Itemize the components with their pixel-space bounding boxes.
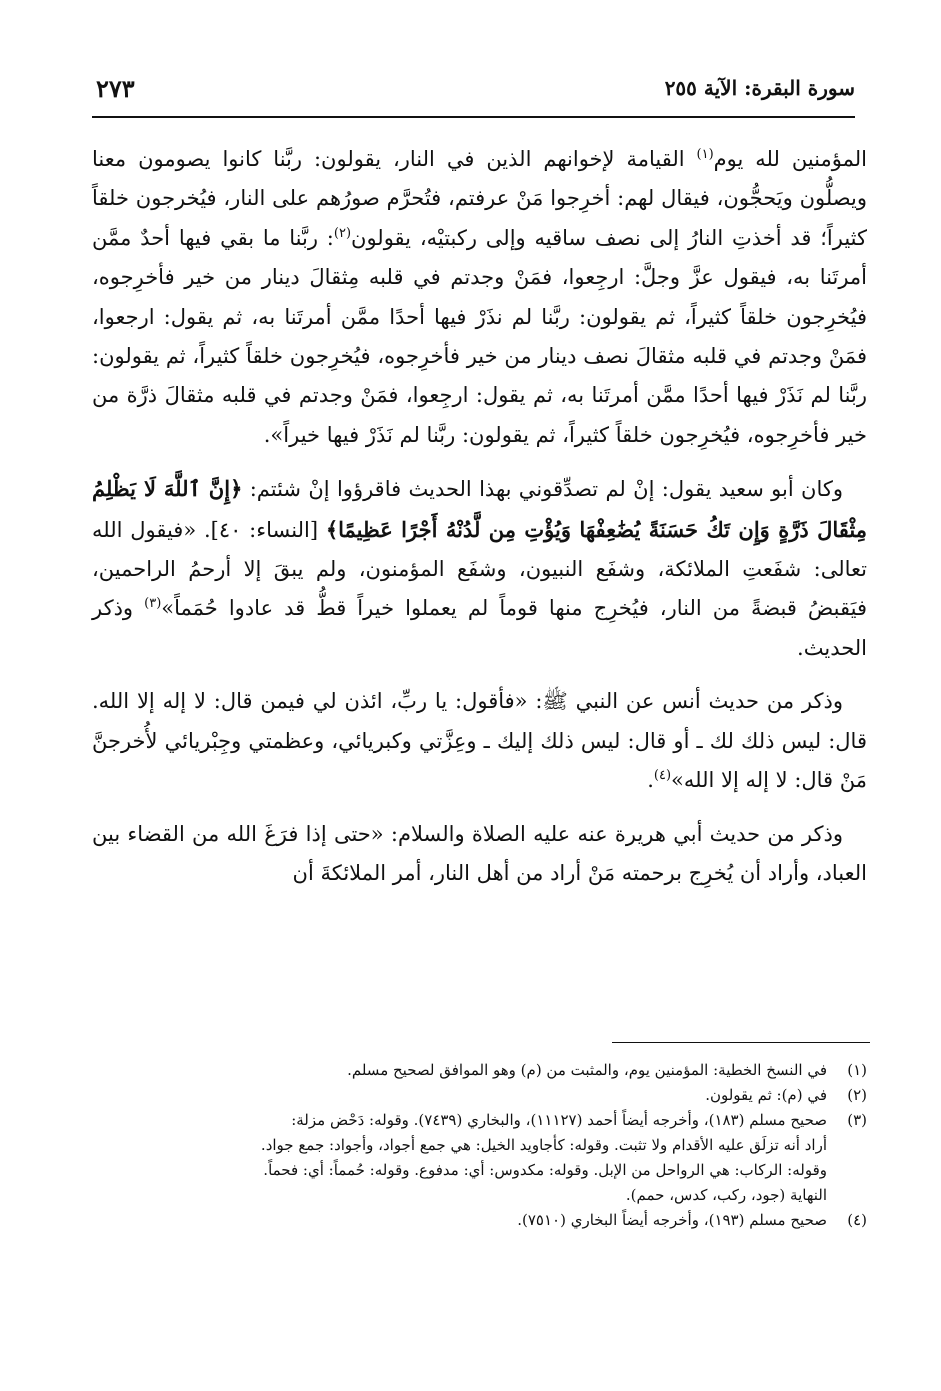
paragraph-2 (92, 469, 867, 668)
footnote-line: صحيح مسلم (١٨٣)، وأخرجه أيضاً أحمد (١١١٢٧)، والبخاري (٧٤٣٩). وقوله: دَحْض مزلة: (291, 1111, 827, 1129)
footnote-number: (٣) (847, 1111, 867, 1129)
footnote-text (92, 1208, 827, 1233)
footnote-line: وقوله: الركاب: هي الرواحل من الإبل. وقوله: مكدوس: أي: مدفوع. وقوله: حُمماً: أي: فحماً. (263, 1161, 827, 1179)
text-segment: وكان أبو سعيد يقول: إنْ لم تصدِّقوني بهذا الحديث فاقرؤوا إنْ شئتم: (242, 477, 843, 502)
text-segment: المؤمنين لله يوم (713, 147, 867, 171)
text-segment: وذكر الحديث. (92, 596, 867, 660)
paragraph-3 (92, 682, 867, 800)
quran-verse: ﴿إِنَّ ٱللَّهَ لَا يَظْلِمُ مِثْقَالَ ذَرَّةٍ وَإِن تَكُ حَسَنَةً يُضَٰعِفْهَا وَيُؤْتِ مِن لَّدُنْهُ أَجْرًا عَظِيمًا﴾ (92, 476, 867, 542)
footnote-line: في النسخ الخطية: المؤمنين يوم، والمثبت من (م) وهو الموافق لصحيح مسلم. (347, 1061, 827, 1079)
footnote-line: النهاية (جود، ركب، كدس، حمم). (625, 1186, 827, 1204)
footnote-3 (92, 1108, 867, 1208)
footnote-ref-4: (٤) (653, 768, 672, 784)
footnote-number: (٢) (847, 1086, 867, 1104)
footnote-ref-3: (٣) (144, 596, 162, 612)
footnote-number: (٤) (847, 1211, 867, 1229)
verse-reference: [النساء: ٤٠]. (196, 517, 326, 542)
footnote-line: في (م): ثم يقولون. (705, 1086, 827, 1104)
footnote-number: (١) (847, 1061, 867, 1079)
text-segment: «فيقول الله تعالى: شفَعتِ الملائكة، وشفَع النبيون، وشفَع المؤمنون، ولم يبقَ إلا أرحمُ الراحمين، فيَقبضُ قبضةً من النار، فيُخرِج منها قوماً لم يعملوا خيراً قطُّ قد عادوا حُمَماً» (92, 517, 867, 621)
footnote-separator (612, 1042, 870, 1043)
paragraph-1 (92, 140, 867, 455)
footnote-text (92, 1108, 827, 1208)
text-segment: . (647, 768, 654, 793)
footnote-ref-2: (٢) (333, 225, 352, 241)
text-segment: : ربَّنا ما بقي فيها أحدٌ ممَّن أمرتَنا به، فيقول عزَّ وجلَّ: ارجِعوا، فمَنْ وجدتم في قلبه مِثقالَ دينار من خير فأخرِجوه، فيُخرِجون خلقاً كثيراً، ثم يقولون: ربَّنا لم نذَرْ فيها أحدًا ممَّن أمرتَنا به، ثم يقول: ارجعوا، فمَنْ وجدتم في قلبه مثقالَ نصف دينار من خير فأخرِجوه، فيُخرِجون خلقاً كثيراً، ثم يقولون: ربَّنا لم نَذَرْ فيها أحدًا ممَّن أمرتَنا به، ثم يقول: ارجِعوا، فمَنْ وجدتم في قلبه مثقالَ ذرَّة من خير فأخرِجوه، فيُخرِجون خلقاً كثيراً، ثم يقولون: ربَّنا لم نَذَرْ فيها خيراً». (92, 225, 867, 447)
main-text (92, 140, 867, 893)
footnote-ref-1: (١) (696, 147, 714, 162)
text-segment: القيامة لإخوانهم الذين في النار، يقولون: ربَّنا كانوا يصومون معنا ويصلُّون ويَحجُّون، فيقال لهم: أخرِجوا مَنْ عرفتم، فتُحرَّم صورُهم على النار، فيُخرجون خلقاً كثيراً؛ قد أخذتِ النارُ إلى نصف ساقيه وإلى ركبتيْه، يقولون (92, 147, 867, 250)
text-segment: وذكر من حديث أبي هريرة عنه عليه الصلاة والسلام: «حتى إذا فرَغَ الله من القضاء بين العباد، وأراد أن يُخرِج برحمته مَنْ أراد من أهل النار، أمر الملائكةَ أن (92, 821, 867, 885)
text-segment: وذكر من حديث أنس عن النبي ﷺ: «فأقول: يا ربِّ، ائذن لي فيمن قال: لا إله إلا الله. قال: ليس ذلك لك ـ أو قال: ليس ذلك إليك ـ وعِزَّتي وكبريائي، وعظمتي وجِبْريائي لأُخرجنَّ مَنْ قال: لا إله إلا الله» (92, 689, 867, 793)
footnote-4 (92, 1208, 867, 1233)
footnote-text (92, 1083, 827, 1108)
footnote-line: أراد أنه تزلَق عليه الأقدام ولا تثبت. وقوله: كأجاويد الخيل: هي جمع أجواد، وأجواد: جمع جواد. (260, 1136, 827, 1154)
page-header (92, 70, 855, 118)
running-title: سورة البقرة: الآية ٢٥٥ (664, 76, 855, 100)
page-number: ٢٧٣ (96, 74, 135, 103)
footnote-text (92, 1058, 827, 1083)
paragraph-4 (92, 815, 867, 894)
footnote-1 (92, 1058, 867, 1083)
footnotes (92, 1058, 867, 1233)
footnote-2 (92, 1083, 867, 1108)
footnote-line: صحيح مسلم (١٩٣)، وأخرجه أيضاً البخاري (٧٥١٠). (517, 1211, 827, 1229)
